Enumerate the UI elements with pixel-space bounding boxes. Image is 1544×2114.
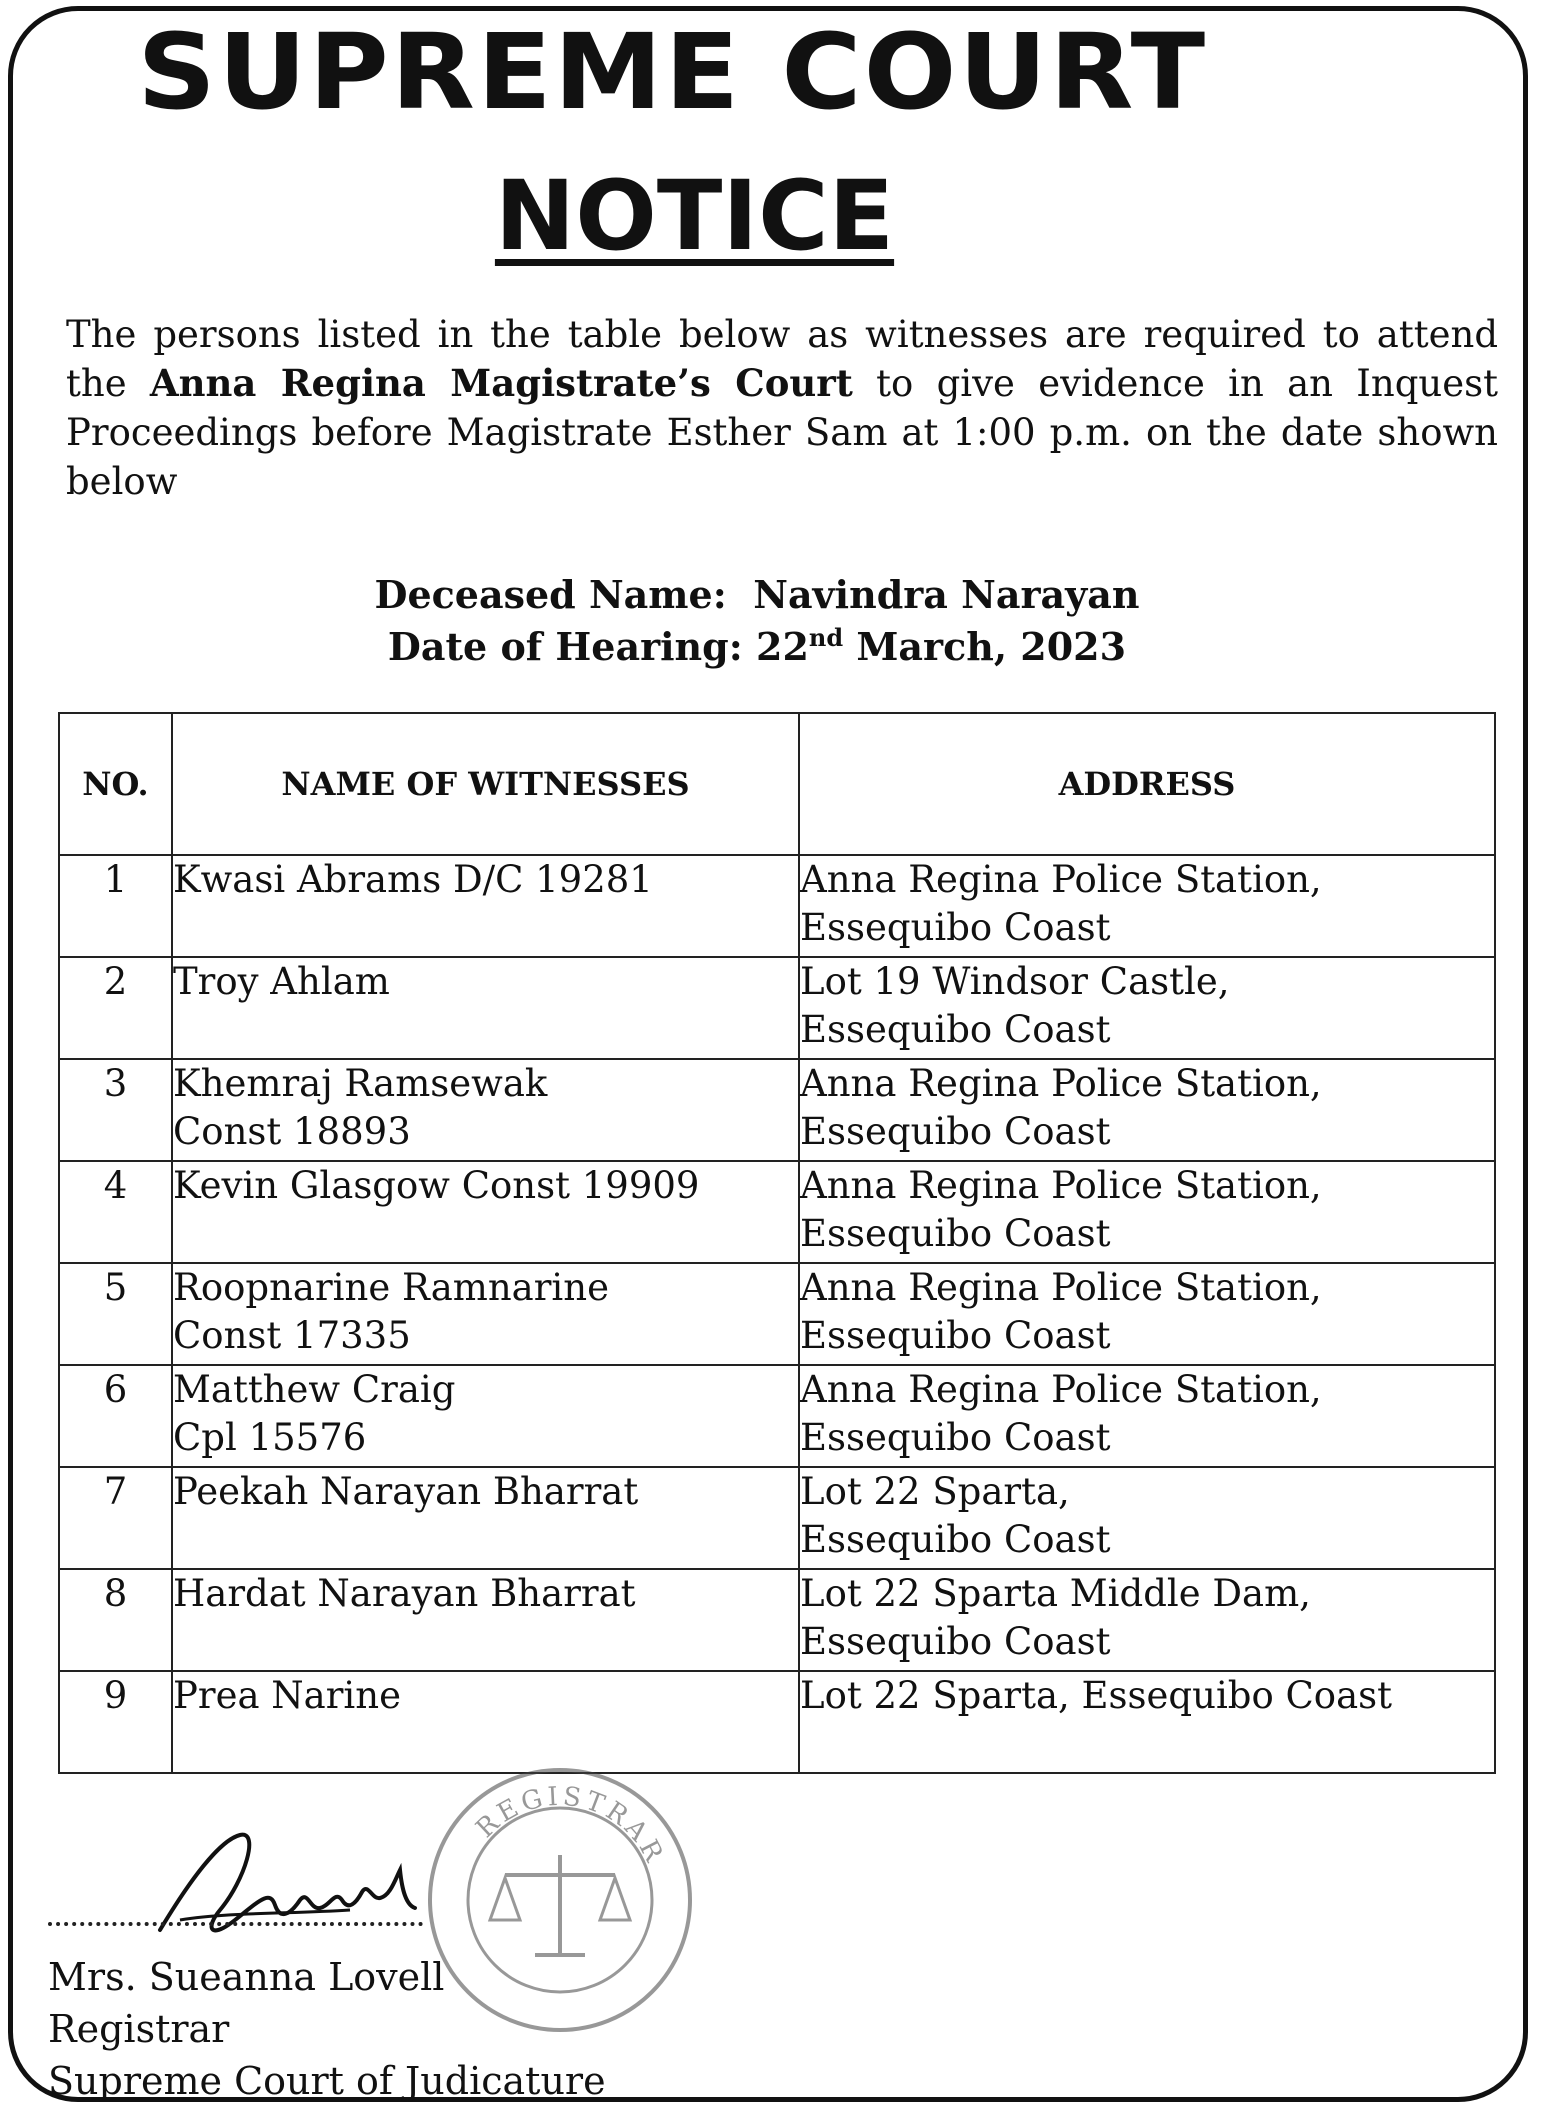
registrar-signature	[150, 1820, 440, 1950]
witness-address-line: Lot 22 Sparta,	[800, 1470, 1070, 1513]
witness-name-line: Peekah Narayan Bharrat	[173, 1470, 639, 1513]
witness-name-cell	[172, 1263, 799, 1365]
witness-address-line: Essequibo Coast	[800, 1518, 1111, 1561]
table-row	[59, 1263, 1495, 1365]
table-row	[59, 1671, 1495, 1773]
witness-address-line: Anna Regina Police Station,	[800, 1062, 1322, 1105]
table-row	[59, 855, 1495, 957]
witness-table	[58, 712, 1496, 1774]
witness-number: 8	[59, 1569, 172, 1671]
court-name: Anna Regina Magistrate’s Court	[149, 361, 853, 405]
witness-name-line: Khemraj Ramsewak	[173, 1062, 548, 1105]
table-row	[59, 1467, 1495, 1569]
witness-address-line: Essequibo Coast	[800, 1620, 1111, 1663]
witness-address-line: Lot 22 Sparta Middle Dam,	[800, 1572, 1311, 1615]
witness-address-line: Anna Regina Police Station,	[800, 1266, 1322, 1309]
witness-name-line: Roopnarine Ramnarine	[173, 1266, 609, 1309]
witness-address-cell	[799, 1161, 1495, 1263]
witness-address-cell	[799, 1467, 1495, 1569]
registrar-organization: Supreme Court of Judicature	[48, 2059, 606, 2103]
witness-name-line: Cpl 15576	[173, 1416, 367, 1459]
registrar-name: Mrs. Sueanna Lovell	[48, 1955, 445, 1999]
witness-name-line: Matthew Craig	[173, 1368, 456, 1411]
witness-number: 7	[59, 1467, 172, 1569]
deceased-name-line	[0, 572, 1544, 617]
witness-address-line: Essequibo Coast	[800, 1008, 1111, 1051]
hearing-month-year: March, 2023	[856, 624, 1127, 669]
hearing-day: 22	[756, 624, 809, 669]
registrar-title: Registrar	[48, 2007, 230, 2051]
witness-name-line: Hardat Narayan Bharrat	[173, 1572, 636, 1615]
witness-address-line: Essequibo Coast	[800, 1110, 1111, 1153]
witness-name-cell	[172, 1365, 799, 1467]
table-row	[59, 1365, 1495, 1467]
witness-address-line: Essequibo Coast	[800, 906, 1111, 949]
deceased-label: Deceased Name:	[374, 572, 727, 617]
witness-address-line: Lot 22 Sparta, Essequibo Coast	[800, 1674, 1392, 1717]
notice-title: SUPREME COURT	[137, 11, 1208, 133]
witness-number: 1	[59, 855, 172, 957]
witness-name-line: Const 17335	[173, 1314, 411, 1357]
witness-address-line: Essequibo Coast	[800, 1212, 1111, 1255]
table-header-row	[59, 713, 1495, 855]
witness-address-line: Anna Regina Police Station,	[800, 1368, 1322, 1411]
witness-address-line: Essequibo Coast	[800, 1314, 1111, 1357]
intro-text-start: The persons listed in the table below as witnesses are required to attend the	[66, 313, 1498, 405]
table-row	[59, 1569, 1495, 1671]
notice-subtitle: NOTICE	[494, 160, 895, 272]
witness-name-cell	[172, 855, 799, 957]
witness-address-line: Lot 19 Windsor Castle,	[800, 960, 1230, 1003]
witness-name-cell	[172, 1569, 799, 1671]
witness-name-cell	[172, 1059, 799, 1161]
witness-name-cell	[172, 1161, 799, 1263]
registrar-seal	[420, 1760, 700, 2040]
column-header-address: ADDRESS	[799, 713, 1495, 855]
signature-line	[48, 1922, 423, 1926]
witness-address-cell	[799, 1569, 1495, 1671]
witness-address-cell	[799, 1059, 1495, 1161]
witness-name-cell	[172, 957, 799, 1059]
witness-name-line: Const 18893	[173, 1110, 411, 1153]
witness-address-line: Essequibo Coast	[800, 1416, 1111, 1459]
witness-number: 4	[59, 1161, 172, 1263]
witness-number: 2	[59, 957, 172, 1059]
witness-address-cell	[799, 1671, 1495, 1773]
witness-address-cell	[799, 1365, 1495, 1467]
table-row	[59, 1161, 1495, 1263]
column-header-name: NAME OF WITNESSES	[172, 713, 799, 855]
witness-name-cell	[172, 1671, 799, 1773]
witness-name-line: Troy Ahlam	[173, 960, 390, 1003]
deceased-name: Navindra Narayan	[753, 572, 1140, 617]
table-row	[59, 1059, 1495, 1161]
table-row	[59, 957, 1495, 1059]
hearing-date-line	[0, 623, 1544, 669]
intro-text-end: to give evidence in an Inquest Proceedings before Magistrate Esther Sam at 1:00 p.m. on the date shown below	[66, 362, 1498, 503]
witness-address-cell	[799, 1263, 1495, 1365]
witness-name-line: Prea Narine	[173, 1674, 401, 1717]
column-header-no: NO.	[59, 713, 172, 855]
witness-number: 3	[59, 1059, 172, 1161]
hearing-day-suffix: nd	[808, 623, 844, 652]
witness-address-line: Anna Regina Police Station,	[800, 858, 1322, 901]
witness-name-line: Kevin Glasgow Const 19909	[173, 1164, 700, 1207]
witness-number: 9	[59, 1671, 172, 1773]
witness-address-cell	[799, 855, 1495, 957]
witness-address-cell	[799, 957, 1495, 1059]
witness-number: 6	[59, 1365, 172, 1467]
witness-name-cell	[172, 1467, 799, 1569]
witness-name-line: Kwasi Abrams D/C 19281	[173, 858, 653, 901]
hearing-date-label: Date of Hearing:	[387, 624, 743, 669]
svg-text:REGISTRAR	[471, 1782, 671, 1870]
intro-paragraph	[66, 310, 1498, 506]
witness-number: 5	[59, 1263, 172, 1365]
witness-address-line: Anna Regina Police Station,	[800, 1164, 1322, 1207]
seal-text: REGISTRAR	[470, 1781, 671, 1870]
